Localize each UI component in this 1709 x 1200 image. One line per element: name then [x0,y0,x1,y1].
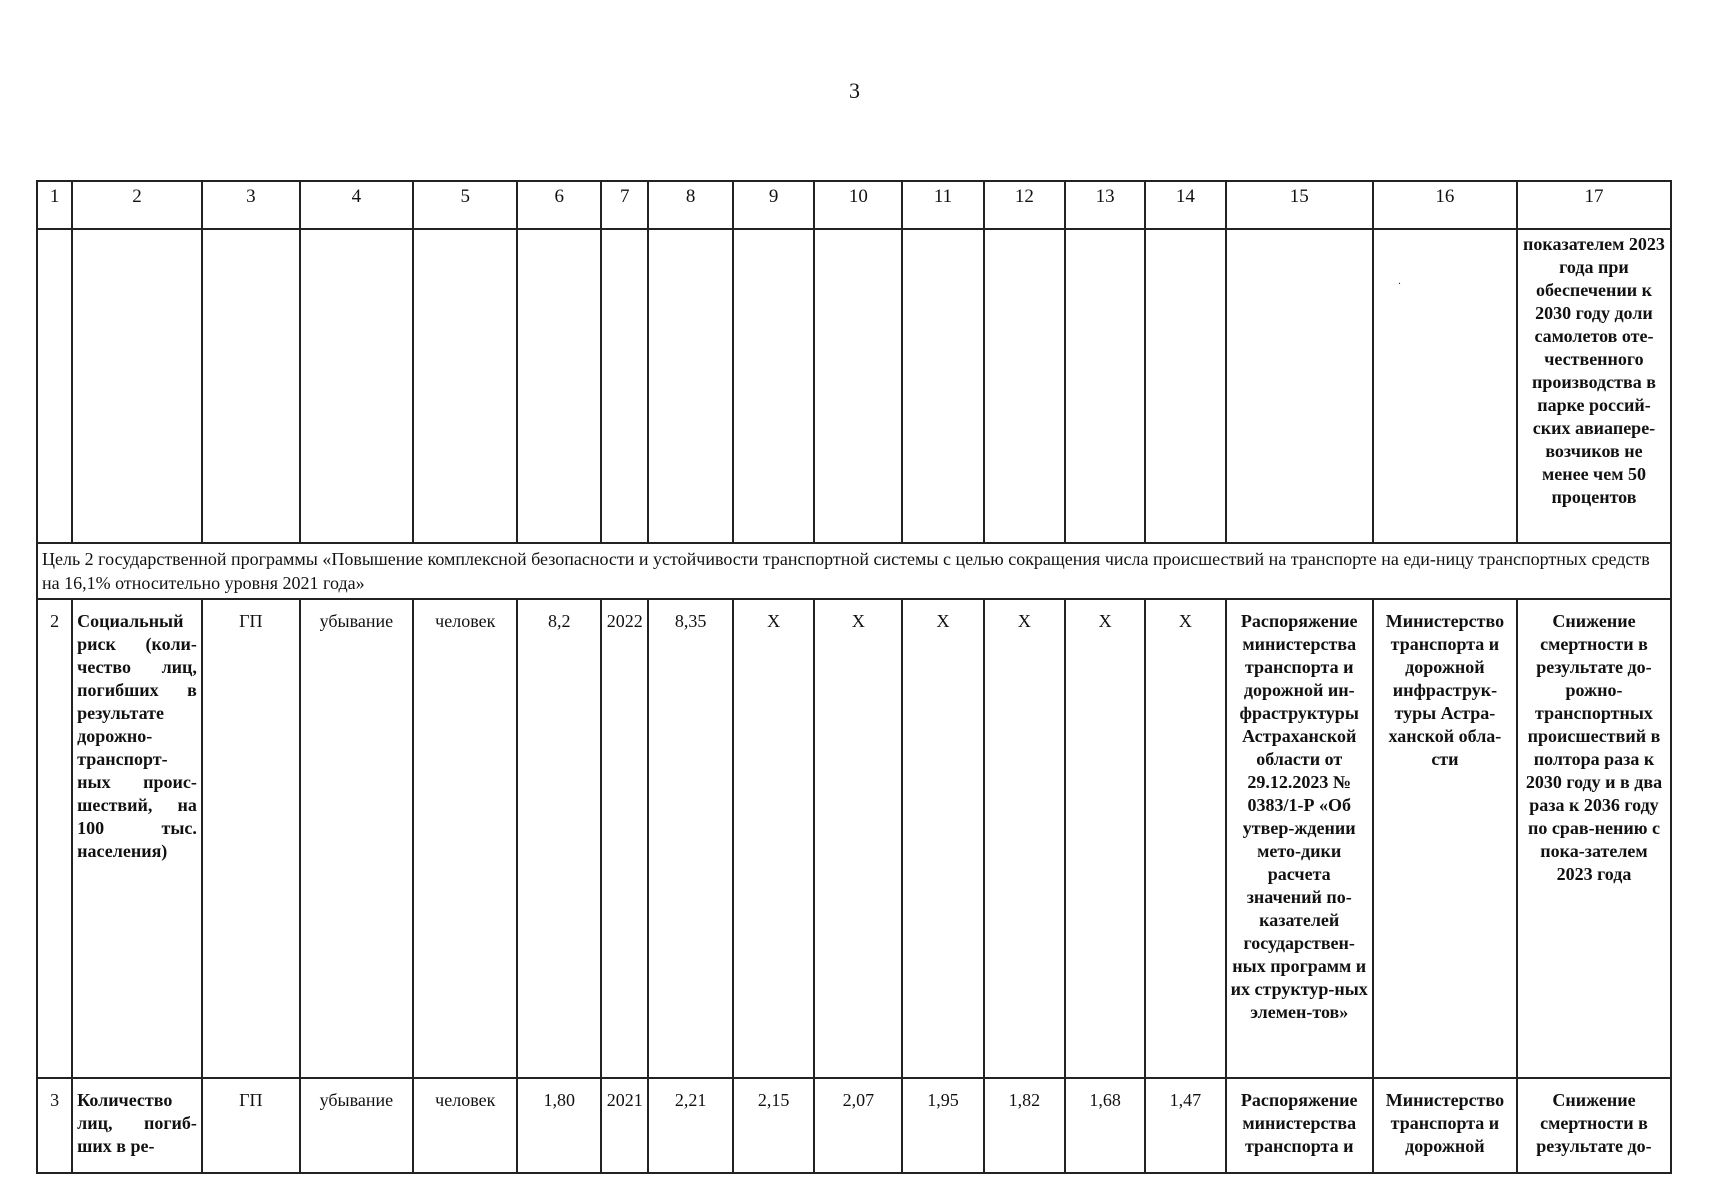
methodology-document: Распоряжение министерства транспорта и дорожной ин-фраструктуры Астраханской области от 29.12.2023 № 0383/1-Р «Об утвер-ждении мето-дики расчета значений по-казателей государствен-ных программ и их структур-ных элемен-тов» [1226,599,1373,1078]
indicator-trend: убывание [300,599,413,1078]
row-number: 2 [37,599,72,1078]
goal-row [37,543,1671,599]
national-goal-link: Снижение смертности в результате до- [1517,1078,1671,1173]
goal-2-text: Цель 2 государственной программы «Повышение комплексной безопасности и устойчивости транспортной системы с целью сокращения числа происшествий на транспорте на еди-ницу транспортных средств на 16,1% относительно уровня 2021 года» [37,543,1671,599]
col-header-2: 2 [72,181,202,229]
col-header-3: 3 [202,181,300,229]
value-col-10: X [814,599,902,1078]
value-col-8: 2,21 [648,1078,733,1173]
methodology-document: Распоряжение министерства транспорта и [1226,1078,1373,1173]
value-col-9: 2,15 [733,1078,814,1173]
value-col-13: 1,68 [1065,1078,1145,1173]
continued-link-text: показателем 2023 года при обеспечении к 2030 году доли самолетов оте-чественного производства в парке россий-ских авиапере-возчиков не менее чем 50 процентов [1517,229,1671,543]
col-header-4: 4 [300,181,413,229]
col-header-11: 11 [902,181,983,229]
stray-mark: · [1397,279,1402,290]
base-value: 8,2 [517,599,601,1078]
col-header-14: 14 [1145,181,1225,229]
table-row [37,1078,1671,1173]
col-header-16: 16 [1373,181,1517,229]
value-col-14: 1,47 [1145,1078,1225,1173]
col-header-9: 9 [733,181,814,229]
national-goal-link: Снижение смертности в результате до-рожно-транспортных происшествий в полтора раза к 2030 году и в два раза к 2036 году по срав-нению с пока-зателем 2023 года [1517,599,1671,1078]
base-year: 2022 [601,599,648,1078]
indicator-level: ГП [202,599,300,1078]
col-header-5: 5 [413,181,517,229]
col-header-13: 13 [1065,181,1145,229]
col-header-8: 8 [648,181,733,229]
indicator-level: ГП [202,1078,300,1173]
continued-row [37,229,1671,543]
col-header-6: 6 [517,181,601,229]
value-col-12: X [984,599,1065,1078]
table-row [37,599,1671,1078]
value-col-13: X [1065,599,1145,1078]
col-header-10: 10 [814,181,902,229]
indicator-name: Количество лиц, погиб-ших в ре- [72,1078,202,1173]
value-col-14: X [1145,599,1225,1078]
col-header-7: 7 [601,181,648,229]
col-header-1: 1 [37,181,72,229]
col-header-17: 17 [1517,181,1671,229]
value-col-11: 1,95 [902,1078,983,1173]
value-col-11: X [902,599,983,1078]
indicator-name: Социальный риск (коли-чество лиц, погибших в результате дорожно-транспорт-ных проис-шествий, на 100 тыс. населения) [72,599,202,1078]
value-col-10: 2,07 [814,1078,902,1173]
value-col-12: 1,82 [984,1078,1065,1173]
indicator-unit: человек [413,1078,517,1173]
indicator-trend: убывание [300,1078,413,1173]
base-year: 2021 [601,1078,648,1173]
base-value: 1,80 [517,1078,601,1173]
indicator-table [36,180,1672,1174]
column-number-row [37,181,1671,229]
responsible-body: Министерство транспорта и дорожной [1373,1078,1517,1173]
col-header-15: 15 [1226,181,1373,229]
responsible-body: Министерство транспорта и дорожной инфраструк-туры Астра-ханской обла-сти [1373,599,1517,1078]
indicator-unit: человек [413,599,517,1078]
value-col-8: 8,35 [648,599,733,1078]
col-header-12: 12 [984,181,1065,229]
value-col-9: X [733,599,814,1078]
row-number: 3 [37,1078,72,1173]
page-number: 3 [849,78,860,103]
